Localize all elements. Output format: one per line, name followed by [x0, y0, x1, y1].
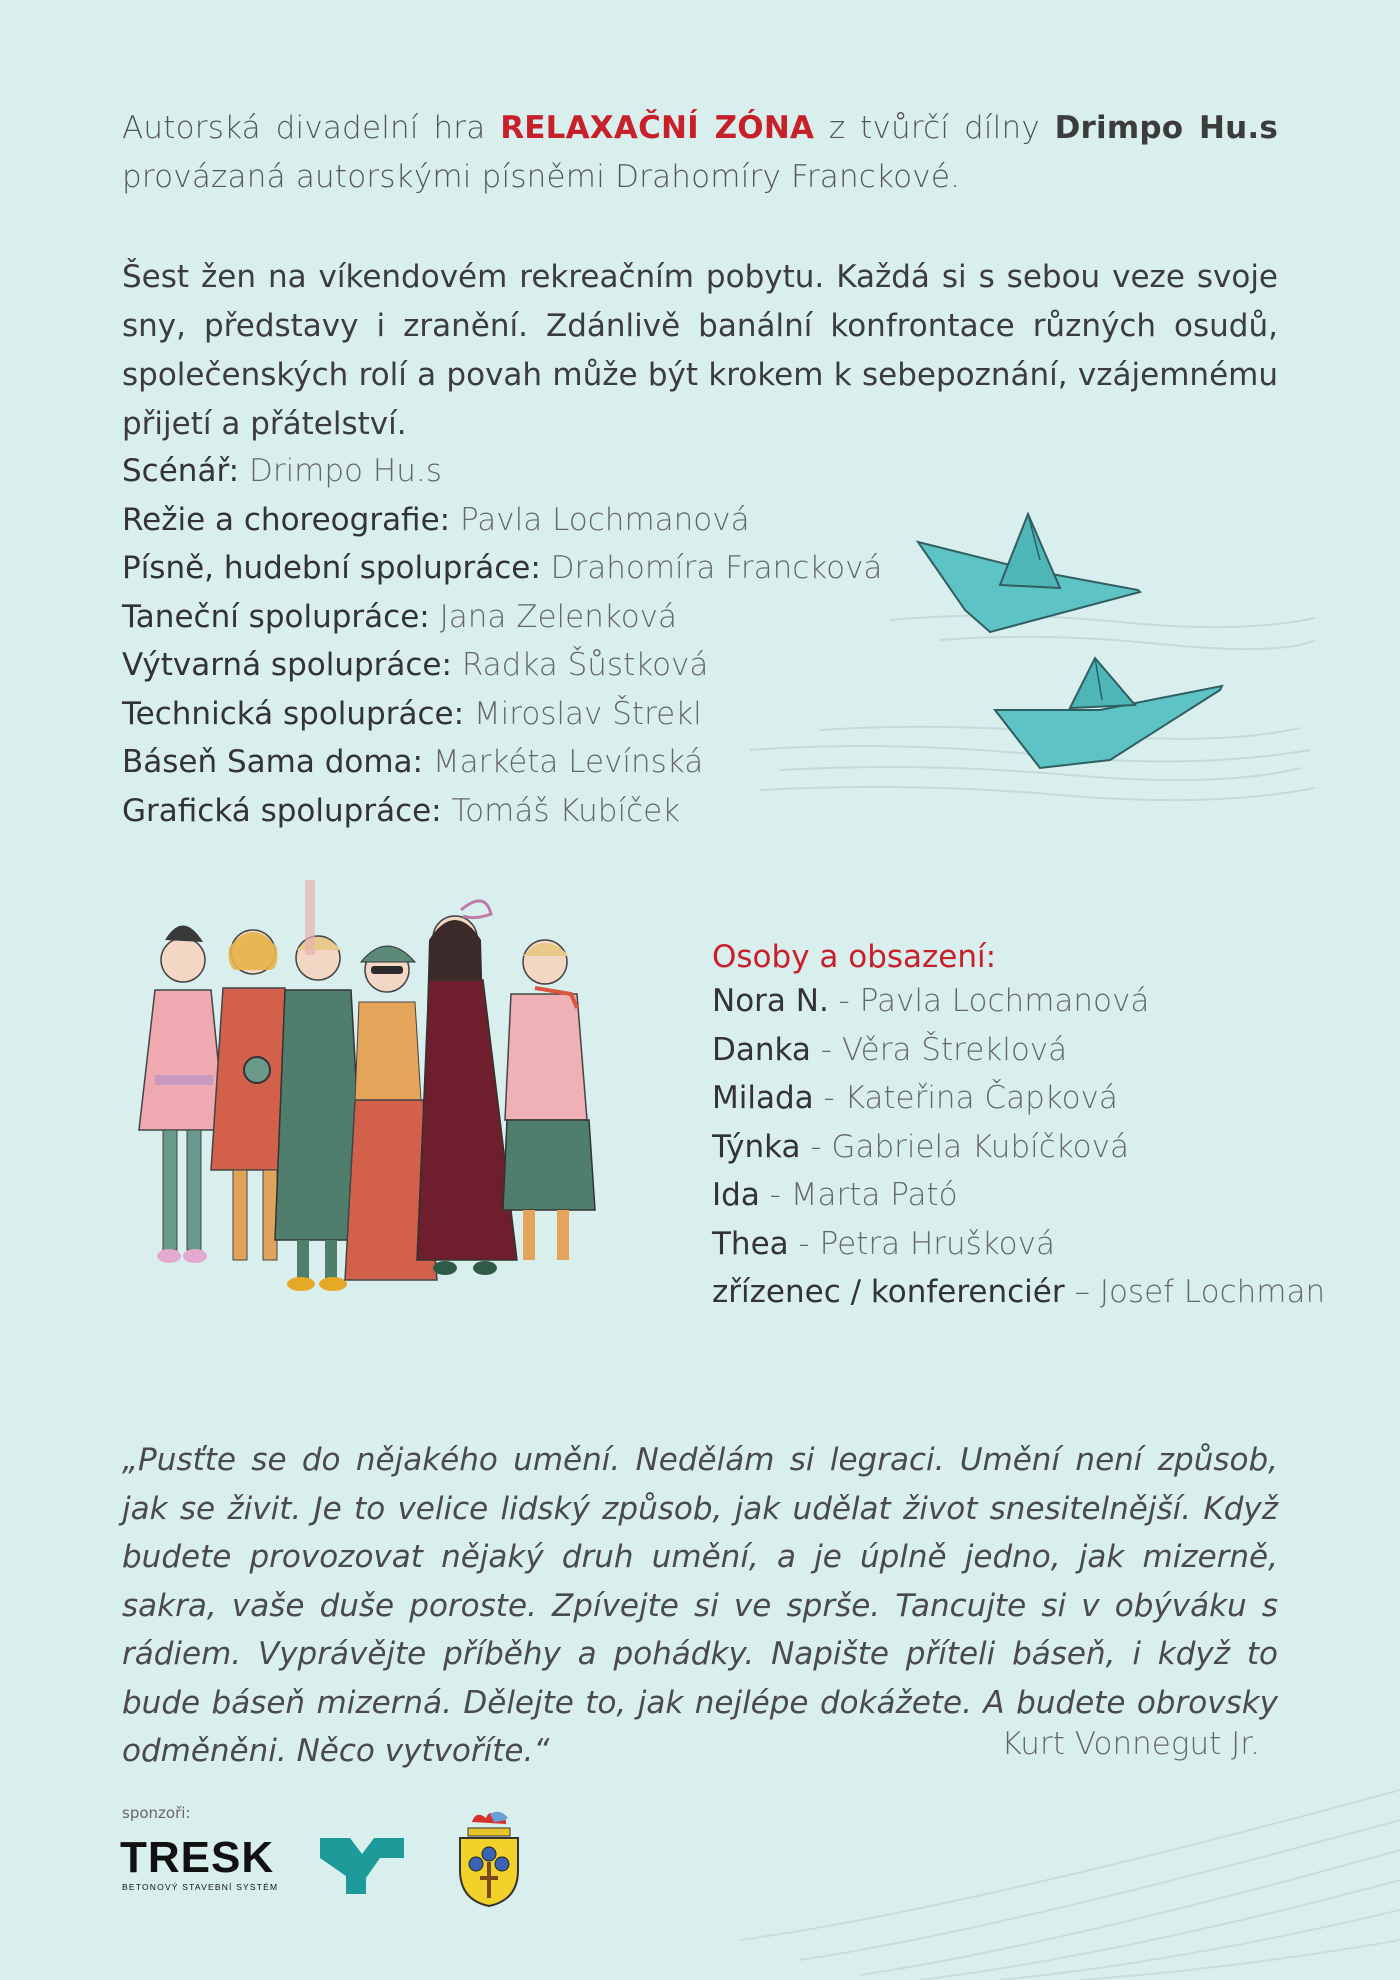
credit-name: Pavla Lochmanová — [459, 501, 750, 538]
intro-prefix: Autorská divadelní hra — [122, 110, 501, 146]
credit-name: Miroslav Štrekl — [473, 695, 702, 732]
credit-role: Výtvarná spolupráce: — [122, 647, 452, 683]
intro-middle: z tvůrčí dílny — [814, 110, 1055, 146]
credit-role: Grafická spolupráce: — [122, 792, 442, 829]
intro-paragraph — [122, 104, 1278, 202]
cast-character: Milada — [712, 1080, 814, 1116]
cast-character: zřízenec / konferenciér — [712, 1274, 1065, 1310]
cast-item — [712, 1171, 1332, 1220]
credit-role: Báseň Sama doma: — [122, 744, 423, 780]
credit-role: Scénář: — [122, 453, 240, 489]
cast-character: Danka — [712, 1031, 811, 1068]
cast-list — [712, 977, 1332, 1317]
woman-pink-sweater — [503, 940, 595, 1260]
cast-separator: - — [810, 1031, 842, 1068]
cast-title: Osoby a obsazení: — [712, 939, 997, 975]
cast-actor: Kateřina Čapková — [844, 1080, 1118, 1116]
credit-name: Tomáš Kubíček — [451, 792, 681, 829]
cast-item — [712, 1123, 1332, 1172]
wave-texture — [700, 1700, 1400, 1980]
vonnegut-quote: „Pusťte se do nějakého umění. Nedělám si legraci. Umění není způsob, jak se živit. Je to velice lidský způsob, jak udělat život snesitelnější. Když budete provozovat nějaký druh umění, a je úplně jedno, jak mizerně, sakra, vaše duše poroste. Zpívejte si ve sprše. Tancujte si v obýváku s rádiem. Vyprávějte příběhy a pohádky. Napište příteli báseň, i když to bude báseň mizerná. Dělejte to, jak nejlépe dokážete. A budete obrovsky odměněni. Něco vytvoříte.“ — [122, 1442, 1278, 1769]
cast-separator: - — [759, 1177, 791, 1213]
woman-pink-dress — [139, 925, 225, 1263]
intro-suffix: provázaná autorskými písněmi Drahomíry Franckové. — [122, 159, 961, 195]
credit-name: Drahomíra Francková — [550, 550, 883, 586]
cast-item — [712, 1220, 1332, 1269]
municipal-coat-of-arms — [450, 1808, 528, 1908]
cast-actor: Pavla Lochmanová — [859, 983, 1150, 1019]
credit-name: Markéta Levínská — [432, 744, 704, 780]
play-title: RELAXAČNÍ ZÓNA — [500, 110, 815, 146]
sponsors-label: sponzoři: — [122, 1804, 191, 1822]
synopsis-paragraph: Šest žen na víkendovém rekreačním pobytu. Každá si s sebou veze svoje sny, představy i zranění. Zdánlivě banální konfrontace různých osudů, společenských rolí a povah může být krokem k sebepoznání, vzájemnému přijetí a přátelství. — [122, 259, 1278, 442]
paper-boat-top — [918, 514, 1140, 632]
credit-item — [122, 447, 882, 496]
cast-item — [712, 1268, 1332, 1317]
cast-actor: Gabriela Kubíčková — [831, 1128, 1129, 1165]
cast-item — [712, 977, 1332, 1026]
credit-name: Radka Šůstková — [461, 647, 709, 683]
cast-item — [712, 1026, 1332, 1075]
tresk-logo — [120, 1833, 405, 1898]
cast-character: Týnka — [712, 1128, 801, 1165]
cast-actor: Věra Štreklová — [841, 1031, 1068, 1068]
cast-actor: Marta Pató — [790, 1177, 958, 1213]
cast-separator: - — [788, 1225, 820, 1262]
credit-role: Technická spolupráce: — [122, 695, 465, 732]
credit-role: Písně, hudební spolupráce: — [122, 550, 541, 586]
paper-boats-illustration — [740, 500, 1320, 830]
tresk-wordmark: TRESK — [120, 1833, 275, 1882]
quote-author: Kurt Vonnegut Jr. — [1001, 1726, 1260, 1762]
credit-role: Taneční spolupráce: — [122, 598, 430, 635]
cast-item — [712, 1074, 1332, 1123]
cast-separator: - — [828, 983, 860, 1019]
cast-separator: – — [1064, 1274, 1100, 1310]
cast-character: Thea — [712, 1225, 789, 1262]
woman-burgundy-dress — [417, 901, 517, 1275]
cast-separator: - — [800, 1128, 832, 1165]
studio-name: Drimpo Hu.s — [1054, 110, 1278, 146]
cast-actor: Petra Hrušková — [819, 1225, 1055, 1262]
tresk-tagline: BETONOVÝ STAVEBNÍ SYSTÉM — [122, 1882, 279, 1892]
credit-name: Jana Zelenková — [439, 598, 678, 635]
cast-character: Ida — [712, 1177, 760, 1213]
cast-character: Nora N. — [712, 983, 829, 1019]
cast-actor: Josef Lochman — [1099, 1274, 1326, 1310]
credit-role: Režie a choreografie: — [122, 501, 451, 538]
six-women-illustration — [125, 870, 625, 1350]
tresk-mark-icon — [320, 1838, 404, 1894]
credit-name: Drimpo Hu.s — [248, 453, 442, 489]
cast-separator: - — [813, 1080, 845, 1116]
paper-boat-bottom — [995, 658, 1222, 768]
